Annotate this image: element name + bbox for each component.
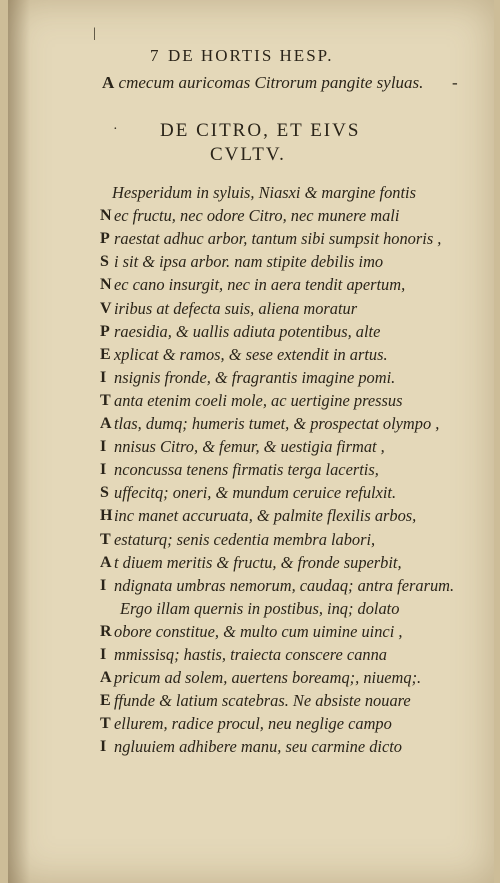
verse-initial: S [100,253,109,271]
motto-text: cmecum auricomas Citrorum pangite syluas. [118,73,424,92]
page-gutter-shadow [8,0,30,883]
verse-initial: A [100,669,112,687]
verse-initial: P [100,230,110,248]
verse-text: ec cano insurgit, nec in aera tendit apertum, [114,275,406,295]
verse-text: inc manet accuruata, & palmite flexilis arbos, [114,506,417,526]
heading-text-2: CVLTV. [210,144,286,165]
verse-initial: E [100,345,111,363]
verse-text: nnisus Citro, & femur, & uestigia firmat , [114,437,385,457]
verse-initial: V [100,299,112,317]
verse-initial: T [100,715,111,733]
verse-initial: I [100,368,107,386]
verse-initial: H [100,507,113,525]
verse-initial: N [100,276,112,294]
verse-initial: E [100,692,111,710]
verse-text: xplicat & ramos, & sese extendit in artus. [114,344,388,364]
verse-initial: S [100,484,109,502]
verse-text: mmissisq; hastis, traiecta conscere canna [114,645,387,664]
verse-text: estaturq; senis cedentia membra labori, [114,529,376,549]
verse-text: ffunde & latium scatebras. Ne absiste nouare [114,691,411,711]
signature-mark: 7 [150,46,161,65]
verse-text: ndignata umbras nemorum, caudaq; antra ferarum. [114,575,455,595]
verse-initial: I [100,461,107,479]
verse-text: Ergo illam quernis in postibus, inq; dolato [120,598,400,618]
verse-text: nconcussa tenens firmatis terga lacertis, [114,460,379,480]
verse-text: raestat adhuc arbor, tantum sibi sumpsit honoris , [114,229,442,249]
motto-initial: A [102,73,115,92]
verse-text: i sit & ipsa arbor. nam stipite debilis imo [114,252,384,272]
verse-initial: T [100,530,111,548]
verse-text: obore constitue, & multo cum uimine uinci , [114,621,403,641]
verse-text: uffecitq; oneri, & mundum ceruice refulxit. [114,483,397,503]
motto-end-mark: - [452,73,458,92]
verse-text: Hesperidum in syluis, Niasxi & margine fontis [112,183,416,202]
verse-text: pricum ad solem, auertens boreamq;, niuemq;. [114,668,422,688]
verse-initial: A [100,553,112,571]
verse-text: iribus at defecta suis, aliena moratur [114,298,358,318]
verse-text: anta etenim coeli mole, ac uertigine pressus [114,390,403,410]
verse-initial: I [100,738,107,756]
verse-initial: T [100,391,111,409]
verse-initial: I [100,438,107,456]
verse-text: t diuem meritis & fructu, & fronde superbit, [114,552,402,572]
running-title: DE HORTIS HESP. [168,46,334,65]
verse-initial: P [100,322,110,340]
verse-initial: R [100,622,112,640]
heading-text-1: DE CITRO, ET EIVS [160,120,361,141]
verse-initial: I [100,576,107,594]
verse-text: nsignis fronde, & fragrantis imagine pomi. [114,367,396,387]
verse-text: tlas, dumq; humeris tumet, & prospectat olympo , [114,414,440,433]
verse-text: ellurem, radice procul, neu neglige campo [114,714,392,734]
verse-text: ec fructu, nec odore Citro, nec munere mali [114,206,400,226]
verse-initial: N [100,207,112,225]
heading-ornament: · [113,122,118,137]
verse-text: raesidia, & uallis adiuta potentibus, alte [114,321,381,341]
ink-mark: | [93,26,96,41]
verse-text: ngluuiem adhibere manu, seu carmine dicto [114,737,402,757]
motto-line [102,73,458,93]
verse-initial: I [100,646,107,663]
verse-initial: A [100,415,112,432]
